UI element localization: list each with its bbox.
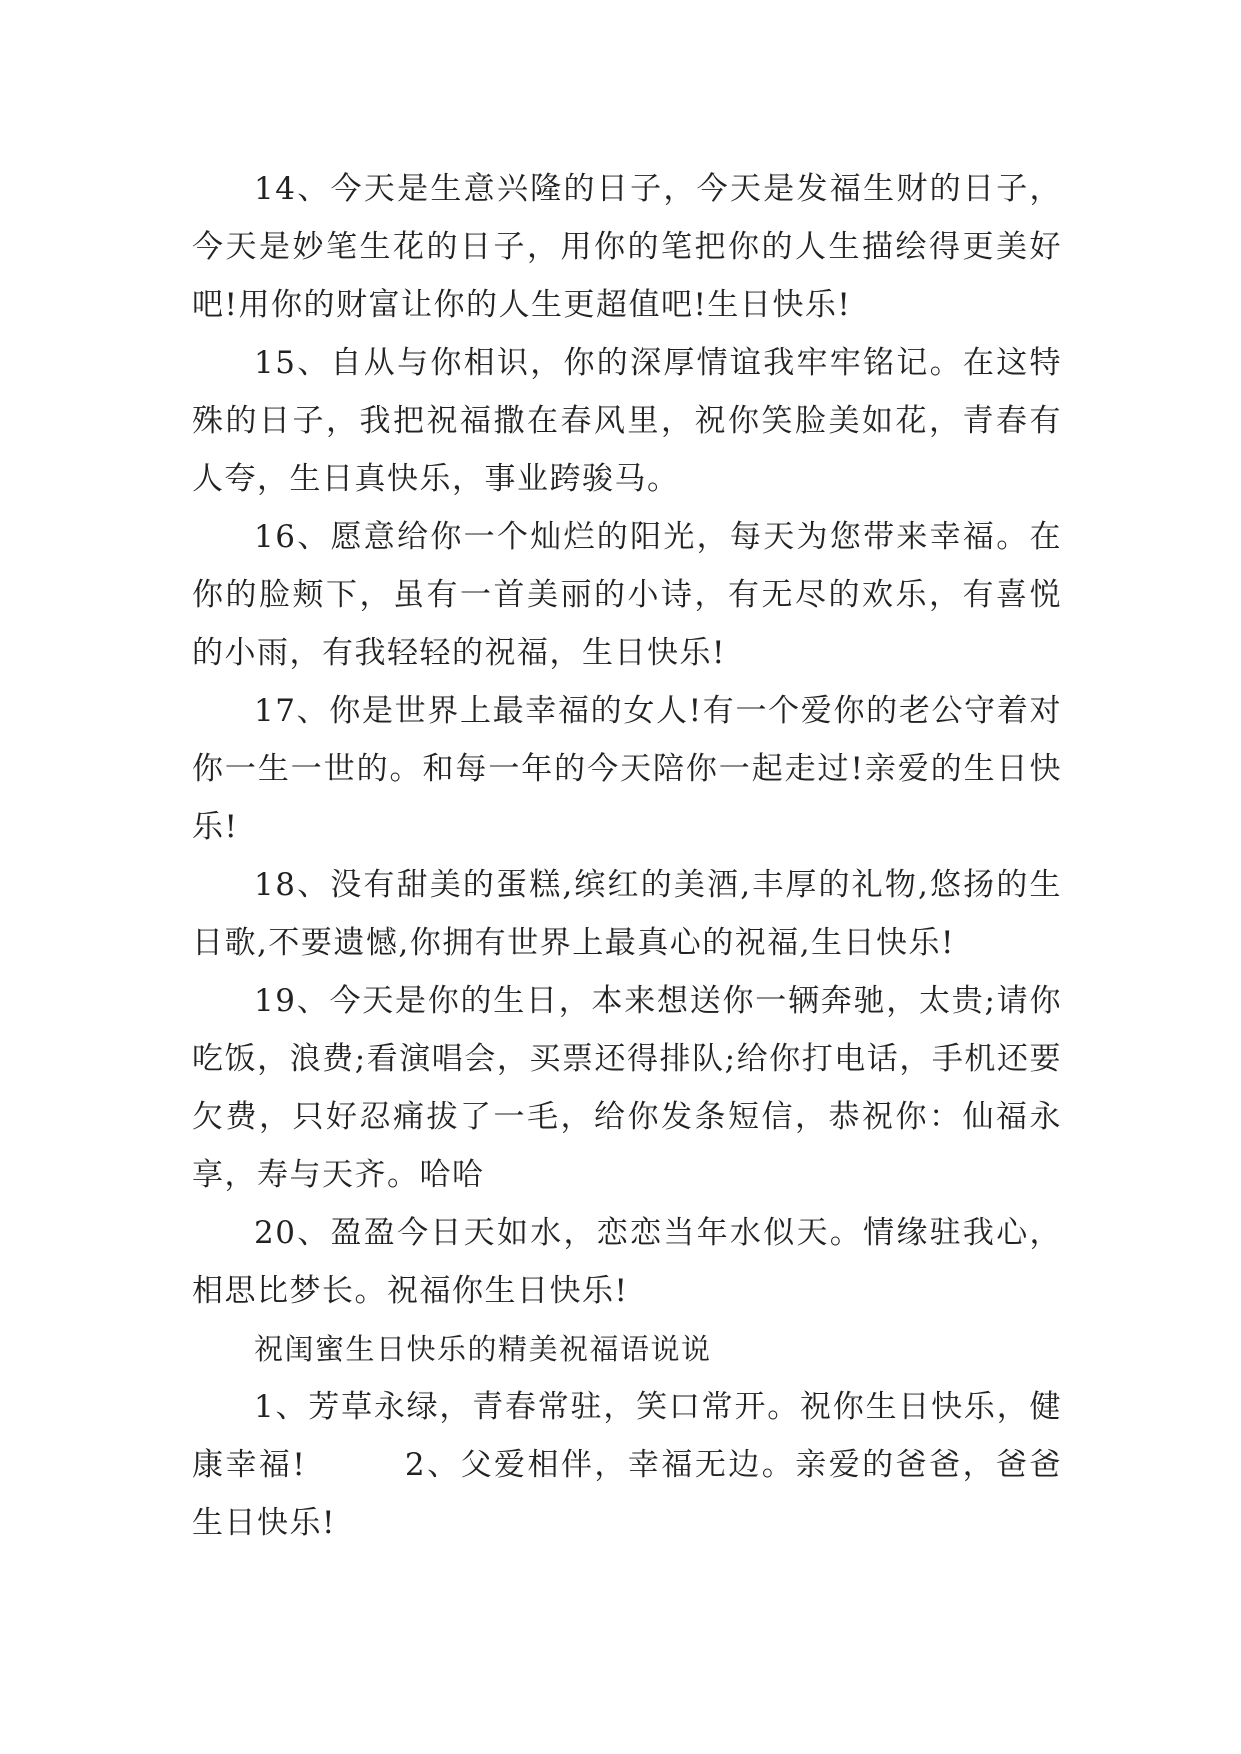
document-body [192,160,1062,1552]
section-paragraph-1: 1、芳草永绿，青春常驻，笑口常开。祝你生日快乐，健康幸福! 2、父爱相伴，幸福无边。亲爱的爸爸，爸爸生日快乐! [192,1389,1062,1541]
paragraph-17: 17、你是世界上最幸福的女人!有一个爱你的老公守着对你一生一世的。和每一年的今天陪你一起走过!亲爱的生日快乐! [192,693,1062,845]
paragraph-16: 16、愿意给你一个灿烂的阳光，每天为您带来幸福。在你的脸颊下，虽有一首美丽的小诗，有无尽的欢乐，有喜悦的小雨，有我轻轻的祝福，生日快乐! [192,519,1062,671]
paragraph-18: 18、没有甜美的蛋糕,缤红的美酒,丰厚的礼物,悠扬的生日歌,不要遗憾,你拥有世界上最真心的祝福,生日快乐! [192,867,1062,961]
paragraph-20: 20、盈盈今日天如水，恋恋当年水似天。情缘驻我心，相思比梦长。祝福你生日快乐! [192,1215,1062,1309]
section-heading: 祝闺蜜生日快乐的精美祝福语说说 [254,1332,712,1366]
paragraph-14: 14、今天是生意兴隆的日子，今天是发福生财的日子，今天是妙笔生花的日子，用你的笔把你的人生描绘得更美好吧!用你的财富让你的人生更超值吧!生日快乐! [192,171,1062,323]
paragraph-19: 19、今天是你的生日，本来想送你一辆奔驰，太贵;请你吃饭，浪费;看演唱会，买票还得排队;给你打电话，手机还要欠费，只好忍痛拔了一毛，给你发条短信，恭祝你：仙福永享，寿与天齐。哈哈 [192,983,1062,1193]
paragraph-15: 15、自从与你相识，你的深厚情谊我牢牢铭记。在这特殊的日子，我把祝福撒在春风里，祝你笑脸美如花，青春有人夸，生日真快乐，事业跨骏马。 [192,345,1062,497]
